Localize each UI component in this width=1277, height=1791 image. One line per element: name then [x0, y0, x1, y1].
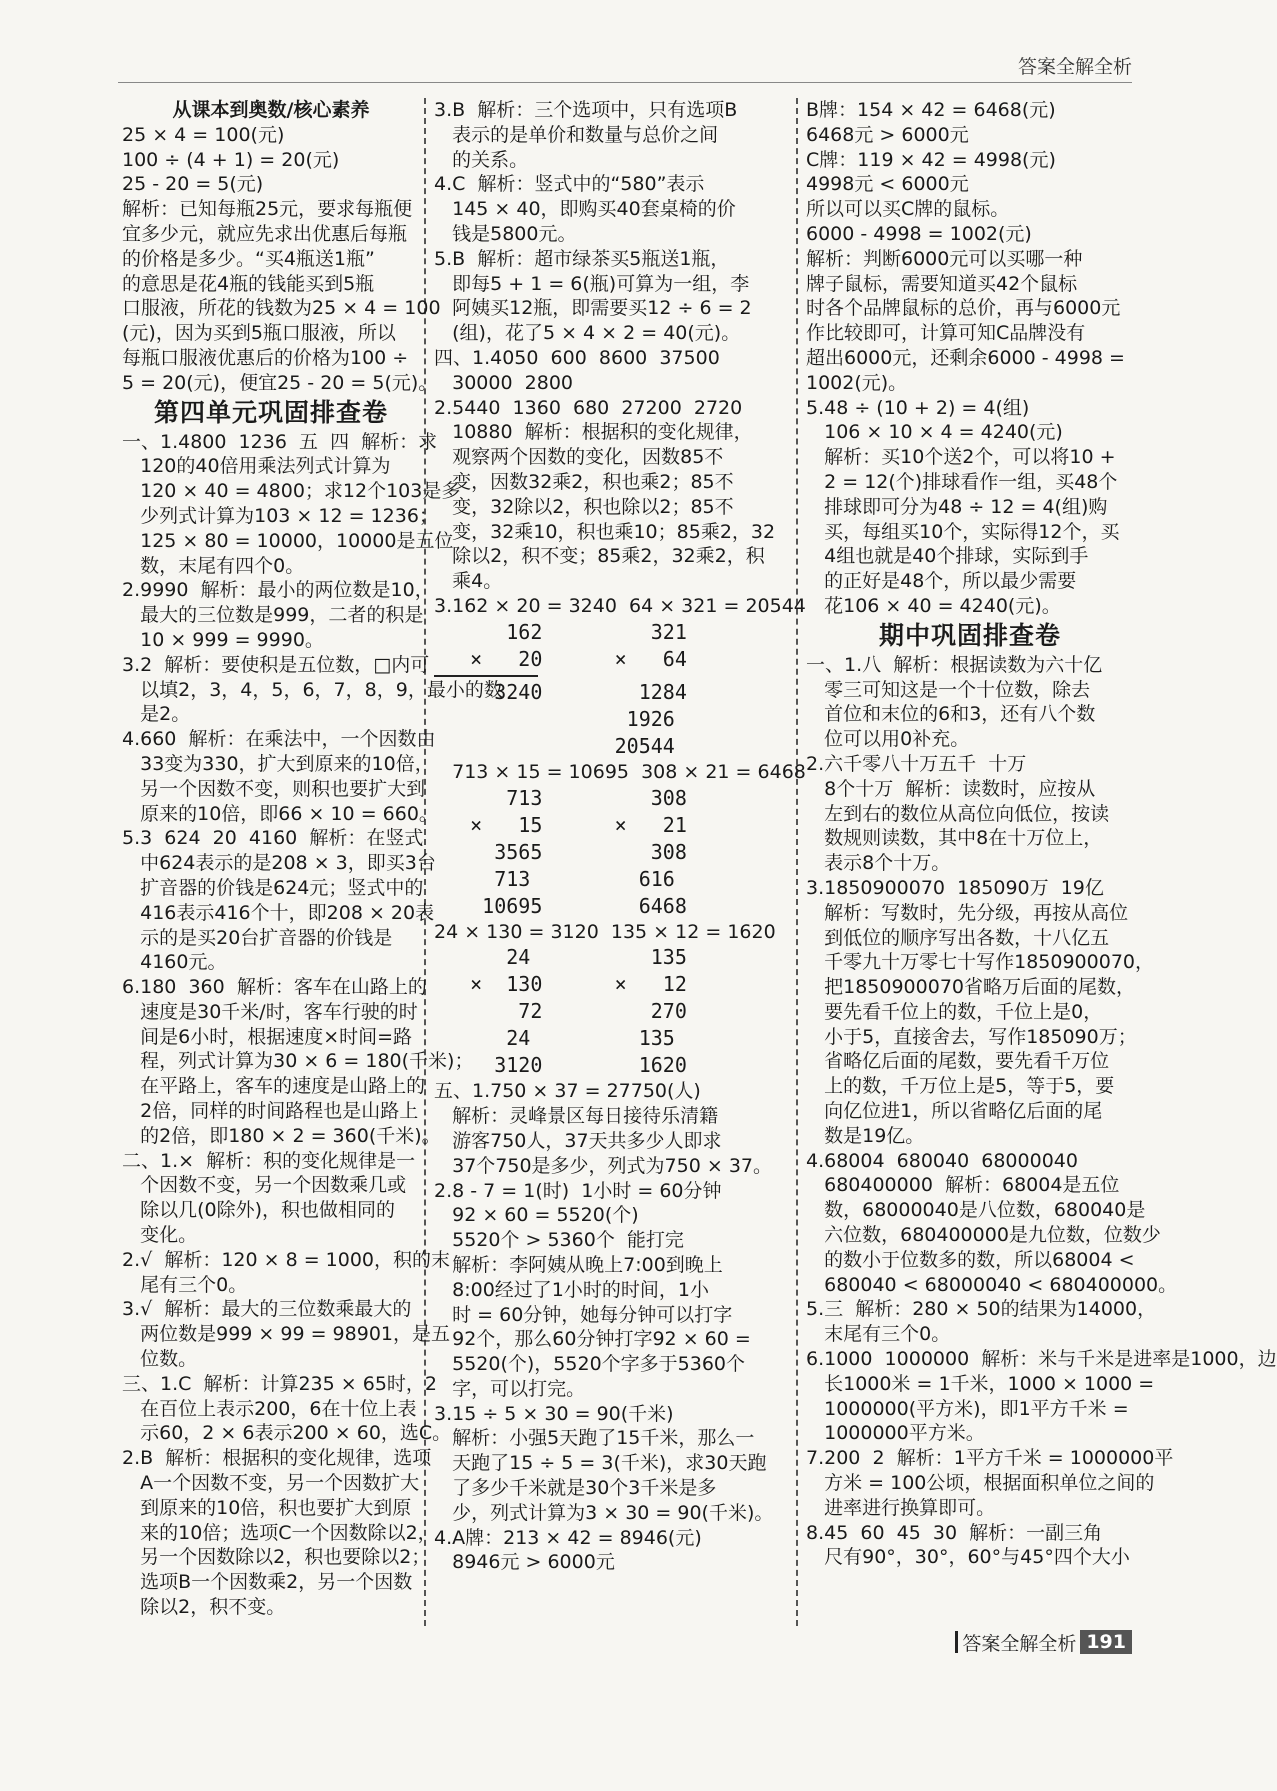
text-line: 8:00经过了1小时的时间，1小 — [434, 1278, 709, 1301]
header-tag: 答案全解全析 — [1017, 56, 1132, 78]
text-line: (元)，因为买到5瓶口服液，所以 — [122, 322, 396, 345]
text-line: 数规则读数，其中8在十万位上， — [806, 827, 1103, 850]
text-line: 排球即可分为48 ÷ 12 = 4(组)购 — [806, 495, 1108, 518]
vertical-calc-line: 3120 1620 — [434, 1053, 687, 1078]
text-line: 字，可以打完。 — [434, 1377, 586, 1400]
text-line: 4组也就是40个排球，实际到手 — [806, 545, 1089, 568]
text-line: 省略亿后面的尾数，要先看千万位 — [806, 1050, 1110, 1073]
text-line: 5.3 624 20 4160 解析：在竖式 — [122, 827, 424, 850]
text-line: 5.B 解析：超市绿茶买5瓶送1瓶， — [434, 247, 730, 270]
text-line: 解析：判断6000元可以买哪一种 — [806, 247, 1083, 270]
header-divider — [118, 82, 1132, 83]
text-line: 速度是30千米/时，客车行驶的时 — [122, 1000, 418, 1023]
text-line: 以填2，3，4，5，6，7，8，9，最小的数 — [122, 678, 503, 701]
text-line: 五、1.750 × 37 = 27750(人) — [434, 1080, 701, 1103]
text-line: 时各个品牌鼠标的总价，再与6000元 — [806, 297, 1121, 320]
text-line: 观察两个因数的变化，因数85不 — [434, 446, 724, 469]
text-line: 解析：买10个送2个，可以将10 + — [806, 446, 1116, 469]
text-line: 8946元 > 6000元 — [434, 1551, 615, 1574]
text-line: 宜多少元，就应先求出优惠后每瓶 — [122, 222, 408, 245]
text-line: 6468元 > 6000元 — [806, 123, 969, 146]
text-line: 解析：写数时，先分级，再按从高位 — [806, 901, 1129, 924]
text-line: 3.B 解析：三个选项中，只有选项B — [434, 99, 738, 121]
text-line: 1000000平方米。 — [806, 1422, 985, 1445]
text-line: 六位数，680400000是九位数，位数少 — [806, 1224, 1161, 1247]
text-line: 买，每组买10个，实际得12个，买 — [806, 520, 1120, 543]
text-line: 680040 < 68000040 < 680400000。 — [806, 1273, 1178, 1296]
text-line: 游客750人，37天共多少人即求 — [434, 1129, 722, 1152]
text-line: 24 × 130 = 3120 135 × 12 = 1620 — [434, 920, 776, 943]
text-line: 120 × 40 = 4800；求12个103是多 — [122, 480, 461, 503]
text-line: 10880 解析：根据积的变化规律， — [434, 421, 753, 444]
text-line: A一个因数不变，另一个因数扩大 — [122, 1472, 420, 1495]
text-line: 2.六千零八十万五千 十万 — [806, 752, 1027, 775]
text-line: 的正好是48个，所以最少需要 — [806, 570, 1077, 593]
section-title: 期中巩固排查卷 — [878, 620, 1061, 650]
vertical-calc-line: 10695 6468 — [434, 893, 687, 918]
text-line: 了多少千米就是30个3千米是多 — [434, 1477, 717, 1500]
text-line: 两位数是999 × 99 = 98901，是五 — [122, 1323, 451, 1346]
text-line: 在平路上，客车的速度是山路上的 — [122, 1075, 426, 1098]
vertical-calc-line: 24 135 — [434, 945, 687, 970]
text-line: 位可以用0补充。 — [806, 728, 970, 751]
text-line: 个因数不变，另一个因数乘几或 — [122, 1174, 407, 1197]
text-line: 6.180 360 解析：客车在山路上的 — [122, 976, 427, 999]
text-line: 2 = 12(个)排球看作一组，买48个 — [806, 470, 1118, 493]
text-line: 92个，那么60分钟打字92 × 60 = — [434, 1328, 751, 1351]
text-line: 钱是5800元。 — [434, 222, 577, 245]
text-line: 一、1.4800 1236 五 四 解析：求 — [122, 430, 438, 453]
text-line: 解析：灵峰景区每日接待乐清籍 — [434, 1105, 719, 1128]
text-line: 3.1850900070 185090万 19亿 — [806, 876, 1104, 899]
text-line: 的价格是多少。“买4瓶送1瓶” — [122, 247, 375, 270]
text-line: 阿姨买12瓶，即需要买12 ÷ 6 = 2 — [434, 297, 752, 320]
vertical-calc-line: 3565 308 — [434, 839, 687, 864]
text-line: 变，32除以2，积也除以2；85不 — [434, 495, 734, 518]
text-line: 4.C 解析：竖式中的“580”表示 — [434, 173, 705, 196]
text-line: 3.√ 解析：最大的三位数乘最大的 — [122, 1298, 412, 1321]
vertical-calc-line: 3240 1284 — [434, 679, 687, 704]
text-line: 间是6小时，根据速度×时间=路 — [122, 1025, 413, 1048]
text-line: 7.200 2 解析：1平方千米 = 1000000平 — [806, 1447, 1174, 1470]
text-line: 数是19亿。 — [806, 1124, 925, 1147]
text-line: 4160元。 — [122, 951, 227, 974]
text-line: 除以2，积不变。 — [122, 1596, 286, 1619]
text-line: 2.√ 解析：120 × 8 = 1000，积的末 — [122, 1248, 451, 1271]
text-line: 106 × 10 × 4 = 4240(元) — [806, 421, 1063, 444]
text-line: 1000000(平方米)，即1平方千米 = — [806, 1397, 1129, 1420]
footer-label: 答案全解全析 — [962, 1632, 1077, 1655]
text-line: 所以可以买C牌的鼠标。 — [806, 198, 1010, 221]
text-line: 牌子鼠标，需要知道买42个鼠标 — [806, 272, 1078, 295]
text-line: 25 × 4 = 100(元) — [122, 123, 285, 146]
text-line: 超出6000元，还剩余6000 - 4998 = — [806, 346, 1125, 369]
subtitle: 从课本到奥数/核心素养 — [172, 99, 370, 121]
text-line: 变，因数32乘2，积也乘2；85不 — [434, 470, 734, 493]
vertical-calc-line: 162 321 — [434, 619, 687, 644]
text-line: 变，32乘10，积也乘10；85乘2，32 — [434, 520, 776, 543]
text-line: 4.A牌：213 × 42 = 8946(元) — [434, 1526, 702, 1549]
text-line: 713 × 15 = 10695 308 × 21 = 6468 — [434, 760, 806, 783]
text-line: 解析：已知每瓶25元，要求每瓶便 — [122, 198, 413, 221]
text-line: 8.45 60 45 30 解析：一副三角 — [806, 1521, 1103, 1544]
text-line: 1002(元)。 — [806, 371, 908, 394]
vertical-calc-line: 713 308 — [434, 785, 687, 810]
vertical-calc-line: 72 270 — [434, 999, 687, 1024]
text-line: 变化。 — [122, 1224, 198, 1247]
text-line: 5520个 > 5360个 能打完 — [434, 1229, 684, 1252]
text-line: 2.9990 解析：最小的两位数是10， — [122, 579, 434, 602]
text-line: 的数小于位数多的数，所以68004 < — [806, 1248, 1135, 1271]
text-line: 最大的三位数是999，二者的积是 — [122, 604, 424, 627]
text-line: 8个十万 解析：读数时，应按从 — [806, 777, 1096, 800]
text-line: 长1000米 = 1千米，1000 × 1000 = — [806, 1372, 1155, 1395]
text-line: 5.三 解析：280 × 50的结果为14000， — [806, 1298, 1157, 1321]
text-line: 即每5 + 1 = 6(瓶)可算为一组，李 — [434, 272, 750, 295]
calc-rule — [434, 675, 538, 677]
text-line: 解析：李阿姨从晚上7:00到晚上 — [434, 1253, 723, 1276]
text-line: 25 - 20 = 5(元) — [122, 173, 264, 196]
text-line: B牌：154 × 42 = 6468(元) — [806, 99, 1056, 121]
text-line: 首位和末位的6和3，还有八个数 — [806, 703, 1096, 726]
text-line: 除以几(0除外)，积也做相同的 — [122, 1199, 396, 1222]
text-line: 6000 - 4998 = 1002(元) — [806, 222, 1032, 245]
text-line: 来的10倍；选项C一个因数除以2， — [122, 1521, 437, 1544]
text-line: 4.68004 680040 68000040 — [806, 1149, 1078, 1172]
text-line: C牌：119 × 42 = 4998(元) — [806, 148, 1056, 171]
text-line: 5 = 20(元)，便宜25 - 20 = 5(元)。 — [122, 371, 438, 394]
text-line: 另一个因数不变，则积也要扩大到 — [122, 777, 426, 800]
text-line: 2.5440 1360 680 27200 2720 — [434, 396, 743, 419]
answer-column-2 — [434, 98, 806, 1575]
text-line: 示的是买20台扩音器的价钱是 — [122, 926, 393, 949]
text-line: 2.8 - 7 = 1(时) 1小时 = 60分钟 — [434, 1179, 722, 1202]
text-line: 数，68000040是八位数，680040是 — [806, 1199, 1146, 1222]
text-line: 尺有90°，30°，60°与45°四个大小 — [806, 1546, 1130, 1569]
text-line: 四、1.4050 600 8600 37500 — [434, 346, 720, 369]
text-line: 的关系。 — [434, 148, 529, 171]
text-line: 10 × 999 = 9990。 — [122, 628, 324, 651]
vertical-calc-line: 20544 — [434, 733, 675, 758]
text-line: 到原来的10倍，积也要扩大到原 — [122, 1496, 412, 1519]
text-line: 4.660 解析：在乘法中，一个因数由 — [122, 728, 436, 751]
text-line: 上的数，千万位上是5，等于5，要 — [806, 1075, 1115, 1098]
vertical-calc-line: × 20 × 64 — [434, 646, 687, 671]
text-line: 向亿位进1，所以省略亿后面的尾 — [806, 1100, 1103, 1123]
text-line: 的意思是花4瓶的钱能买到5瓶 — [122, 272, 375, 295]
text-line: 作比较即可，计算可知C品牌没有 — [806, 322, 1086, 345]
text-line: 680400000 解析：68004是五位 — [806, 1174, 1120, 1197]
text-line: 37个750是多少，列式为750 × 37。 — [434, 1154, 773, 1177]
text-line: 天跑了15 ÷ 5 = 3(千米)，求30天跑 — [434, 1452, 767, 1475]
text-line: 表示的是单价和数量与总价之间 — [434, 123, 719, 146]
text-line: 示60，2 × 6表示200 × 60，选C。 — [122, 1422, 452, 1445]
text-line: 千零九十万零七十写作1850900070， — [806, 951, 1155, 974]
section-title: 第四单元巩固排查卷 — [153, 397, 388, 427]
text-line: (组)，花了5 × 4 × 2 = 40(元)。 — [434, 322, 741, 345]
text-line: 表示8个十万。 — [806, 852, 951, 875]
text-line: 5.48 ÷ (10 + 2) = 4(组) — [806, 396, 1030, 419]
text-line: 33变为330，扩大到原来的10倍， — [122, 752, 434, 775]
text-line: 3.162 × 20 = 3240 64 × 321 = 20544 — [434, 594, 806, 617]
text-line: 方米 = 100公顷，根据面积单位之间的 — [806, 1472, 1155, 1495]
vertical-calc-line: × 130 × 12 — [434, 972, 687, 997]
text-line: 2.B 解析：根据积的变化规律，选项 — [122, 1447, 432, 1470]
text-line: 每瓶口服液优惠后的价格为100 ÷ — [122, 346, 409, 369]
footer-bar — [955, 1631, 958, 1653]
text-line: 125 × 80 = 10000，10000是五位 — [122, 529, 454, 552]
page-number: 191 — [1080, 1630, 1132, 1654]
text-line: 原来的10倍，即66 × 10 = 660。 — [122, 802, 438, 825]
text-line: 到低位的顺序写出各数，十八亿五 — [806, 926, 1110, 949]
answer-column-3 — [806, 98, 1277, 1570]
text-line: 在百位上表示200，6在十位上表 — [122, 1397, 417, 1420]
text-line: 另一个因数除以2，积也要除以2； — [122, 1546, 431, 1569]
text-line: 3.15 ÷ 5 × 30 = 90(千米) — [434, 1402, 674, 1425]
text-line: 30000 2800 — [434, 371, 573, 394]
text-line: 6.1000 1000000 解析：米与千米是进率是1000，边 — [806, 1348, 1277, 1371]
vertical-calc-line: 1926 — [434, 706, 675, 731]
vertical-calc-line: × 15 × 21 — [434, 812, 687, 837]
text-line: 花106 × 40 = 4240(元)。 — [806, 594, 1061, 617]
vertical-calc-line: 713 616 — [434, 866, 675, 891]
text-line: 5520(个)，5520个字多于5360个 — [434, 1353, 746, 1376]
text-line: 程，列式计算为30 × 6 = 180(千米)； — [122, 1050, 474, 1073]
text-line: 要先看千位上的数，千位上是0， — [806, 1000, 1103, 1023]
text-line: 145 × 40，即购买40套桌椅的价 — [434, 198, 736, 221]
page-footer — [955, 1628, 1132, 1656]
text-line: 416表示416个十，即208 × 20表 — [122, 901, 435, 924]
text-line: 数，末尾有四个0。 — [122, 554, 305, 577]
text-line: 120的40倍用乘法列式计算为 — [122, 455, 391, 478]
text-line: 100 ÷ (4 + 1) = 20(元) — [122, 148, 340, 171]
text-line: 少列式计算为103 × 12 = 1236； — [122, 504, 438, 527]
vertical-calc-line: 24 135 — [434, 1026, 675, 1051]
text-line: 进率进行换算即可。 — [806, 1496, 996, 1519]
text-line: 三、1.C 解析：计算235 × 65时，2 — [122, 1372, 438, 1395]
text-line: 除以2，积不变；85乘2，32乘2，积 — [434, 545, 765, 568]
text-line: 小于5，直接舍去，写作185090万； — [806, 1025, 1137, 1048]
text-line: 2倍，同样的时间路程也是山路上 — [122, 1100, 419, 1123]
text-line: 中624表示的是208 × 3，即买3台 — [122, 852, 436, 875]
text-line: 解析：小强5天跑了15千米，那么一 — [434, 1427, 755, 1450]
text-line: 选项B一个因数乘2，另一个因数 — [122, 1571, 413, 1594]
column-divider-2 — [796, 98, 798, 1626]
text-line: 把1850900070省略万后面的尾数， — [806, 976, 1136, 999]
text-line: 少，列式计算为3 × 30 = 90(千米)。 — [434, 1501, 774, 1524]
text-line: 口服液，所花的钱数为25 × 4 = 100 — [122, 297, 441, 320]
text-line: 3.2 解析：要使积是五位数，□内可 — [122, 653, 430, 676]
text-line: 尾有三个0。 — [122, 1273, 248, 1296]
text-line: 的2倍，即180 × 2 = 360(千米)。 — [122, 1124, 441, 1147]
text-line: 92 × 60 = 5520(个) — [434, 1204, 639, 1227]
text-line: 是2。 — [122, 703, 191, 726]
text-line: 扩音器的价钱是624元；竖式中的 — [122, 876, 424, 899]
text-line: 时 = 60分钟，她每分钟可以打字 — [434, 1303, 733, 1326]
text-line: 零三可知这是一个十位数，除去 — [806, 678, 1091, 701]
text-line: 乘4。 — [434, 570, 503, 593]
text-line: 一、1.八 解析：根据读数为六十亿 — [806, 653, 1103, 676]
text-line: 4998元 < 6000元 — [806, 173, 969, 196]
text-line: 末尾有三个0。 — [806, 1323, 951, 1346]
text-line: 二、1.× 解析：积的变化规律是一 — [122, 1149, 416, 1172]
text-line: 左到右的数位从高位向低位，按读 — [806, 802, 1110, 825]
text-line: 位数。 — [122, 1348, 198, 1371]
